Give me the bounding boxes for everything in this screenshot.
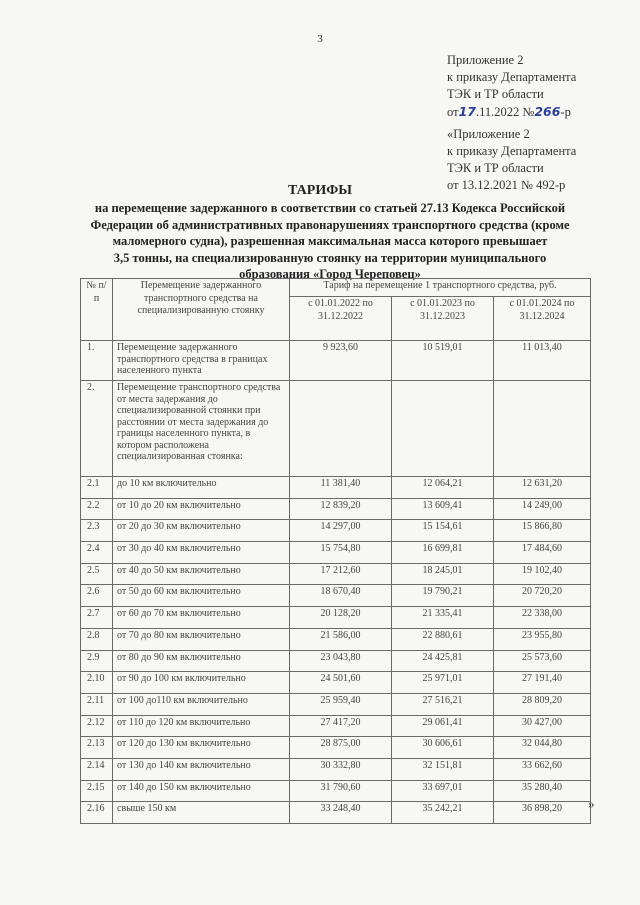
value-2024: 11 013,40 [494,341,591,381]
value-2022: 18 670,40 [290,585,392,607]
appendix-old-line3: ТЭК и ТР области [447,161,544,175]
header-period-2024: с 01.01.2024 по 31.12.2024 [494,297,591,341]
row-description: от 80 до 90 км включительно [113,650,290,672]
value-2023: 10 519,01 [392,341,494,381]
row-number: 2.9 [81,650,113,672]
value-2023 [392,381,494,477]
table-row [81,650,591,672]
table-row [81,607,591,629]
value-2023: 32 151,81 [392,758,494,780]
value-2022: 28 875,00 [290,737,392,759]
value-2022 [290,381,392,477]
row-number: 2.10 [81,672,113,694]
value-2023: 21 335,41 [392,607,494,629]
header-tariff: Тариф на перемещение 1 транспортного средства, руб. [290,279,591,297]
appendix-new-line3: ТЭК и ТР области [447,87,544,101]
row-number: 2.7 [81,607,113,629]
value-2024: 27 191,40 [494,672,591,694]
table-row [81,542,591,564]
value-2024: 35 280,40 [494,780,591,802]
row-description: до 10 км включительно [113,477,290,499]
value-2023: 15 154,61 [392,520,494,542]
header-period-2022: с 01.01.2022 по 31.12.2022 [290,297,392,341]
row-description: Перемещение задержанного транспортного средства в границах населенного пункта [113,341,290,381]
table-row [81,341,591,381]
page-number: 3 [317,33,323,45]
table-row [81,585,591,607]
value-2023: 33 697,01 [392,780,494,802]
row-description: от 110 до 120 км включительно [113,715,290,737]
row-number: 2.1 [81,477,113,499]
value-2022: 9 923,60 [290,341,392,381]
appendix-new-line2: к приказу Департамента [447,70,577,84]
handwritten-order-number: 266 [534,104,561,119]
row-number: 2. [81,381,113,477]
table-row [81,520,591,542]
value-2023: 12 064,21 [392,477,494,499]
subtitle-line3: маломерного судна), разрешенная максимальная масса которого превышает [112,234,548,248]
value-2024: 15 866,80 [494,520,591,542]
tariff-table [80,278,591,824]
value-2022: 15 754,80 [290,542,392,564]
subtitle-line5: образования «Город Череповец» [239,267,421,281]
table-row [81,628,591,650]
value-2023: 19 790,21 [392,585,494,607]
row-description: от 50 до 60 км включительно [113,585,290,607]
value-2024: 28 809,20 [494,693,591,715]
header-period-2023: с 01.01.2023 по 31.12.2023 [392,297,494,341]
value-2024: 12 631,20 [494,477,591,499]
table-row [81,715,591,737]
value-2024: 14 249,00 [494,498,591,520]
handwritten-date-day: 17 [458,104,476,119]
document-title: ТАРИФЫ [288,183,352,198]
value-2023: 29 061,41 [392,715,494,737]
row-description: от 90 до 100 км включительно [113,672,290,694]
value-2022: 23 043,80 [290,650,392,672]
table-row [81,563,591,585]
value-2023: 18 245,01 [392,563,494,585]
row-number: 2.11 [81,693,113,715]
value-2022: 21 586,00 [290,628,392,650]
table-row [81,498,591,520]
order-suffix: -р [560,105,571,119]
value-2023: 13 609,41 [392,498,494,520]
row-description: от 70 до 80 км включительно [113,628,290,650]
value-2022: 20 128,20 [290,607,392,629]
row-description: от 140 до 150 км включительно [113,780,290,802]
value-2024 [494,381,591,477]
appendix-new-block [447,52,576,121]
appendix-new-date [447,103,576,121]
row-number: 2.12 [81,715,113,737]
row-number: 2.8 [81,628,113,650]
row-description: от 100 до110 км включительно [113,693,290,715]
value-2024: 17 484,60 [494,542,591,564]
value-2024: 32 044,80 [494,737,591,759]
document-subtitle [80,200,580,283]
tariff-table-body [81,341,591,824]
value-2022: 25 959,40 [290,693,392,715]
table-row [81,477,591,499]
value-2024: 23 955,80 [494,628,591,650]
value-2022: 11 381,40 [290,477,392,499]
row-number: 2.5 [81,563,113,585]
row-description: от 60 до 70 км включительно [113,607,290,629]
value-2022: 12 839,20 [290,498,392,520]
row-number: 2.16 [81,802,113,824]
value-2024: 19 102,40 [494,563,591,585]
date-prefix: от [447,105,459,119]
value-2022: 30 332,80 [290,758,392,780]
row-number: 2.3 [81,520,113,542]
value-2023: 30 606,61 [392,737,494,759]
row-description: от 130 до 140 км включительно [113,758,290,780]
table-row [81,802,591,824]
row-description: от 10 до 20 км включительно [113,498,290,520]
value-2022: 14 297,00 [290,520,392,542]
appendix-new-line1: Приложение 2 [447,53,524,67]
value-2022: 33 248,40 [290,802,392,824]
header-num: № п/п [81,279,113,341]
subtitle-line4: 3,5 тонны, на специализированную стоянку на территории муниципального [113,250,547,265]
subtitle-line2: Федерации об административных правонарушениях транспортного средства (кроме [90,217,570,232]
row-description: от 120 до 130 км включительно [113,737,290,759]
value-2023: 22 880,61 [392,628,494,650]
table-row [81,672,591,694]
appendix-old-line1: «Приложение 2 [447,127,530,141]
row-description: Перемещение транспортного средства от места задержания до специализированной стоянки при расстоянии от места задержания до границы населенного пункта, в котором расположена специализированная стоянка: [113,381,290,477]
row-description: свыше 150 км [113,802,290,824]
value-2023: 35 242,21 [392,802,494,824]
value-2024: 36 898,20 [494,802,591,824]
closing-quote: » [588,796,595,811]
value-2023: 16 699,81 [392,542,494,564]
table-row [81,758,591,780]
row-number: 1. [81,341,113,381]
date-rest: .11.2022 № [475,105,535,119]
table-row [81,780,591,802]
row-number: 2.6 [81,585,113,607]
table-row [81,381,591,477]
value-2023: 25 971,01 [392,672,494,694]
value-2022: 24 501,60 [290,672,392,694]
value-2022: 31 790,60 [290,780,392,802]
value-2024: 22 338,00 [494,607,591,629]
row-number: 2.13 [81,737,113,759]
row-description: от 40 до 50 км включительно [113,563,290,585]
value-2022: 17 212,60 [290,563,392,585]
row-number: 2.2 [81,498,113,520]
value-2022: 27 417,20 [290,715,392,737]
value-2024: 20 720,20 [494,585,591,607]
table-row [81,737,591,759]
subtitle-line1: на перемещение задержанного в соответствии со статьей 27.13 Кодекса Российской [94,201,566,215]
row-number: 2.14 [81,758,113,780]
row-description: от 20 до 30 км включительно [113,520,290,542]
value-2023: 24 425,81 [392,650,494,672]
value-2024: 25 573,60 [494,650,591,672]
row-number: 2.15 [81,780,113,802]
appendix-old-line2: к приказу Департамента [447,144,577,158]
table-row [81,693,591,715]
row-description: от 30 до 40 км включительно [113,542,290,564]
value-2024: 33 662,60 [494,758,591,780]
row-number: 2.4 [81,542,113,564]
appendix-old-line4: от 13.12.2021 № 492-р [447,178,566,192]
value-2024: 30 427,00 [494,715,591,737]
header-movement: Перемещение задержанного транспортного средства на специализированную стоянку [113,279,290,341]
value-2023: 27 516,21 [392,693,494,715]
